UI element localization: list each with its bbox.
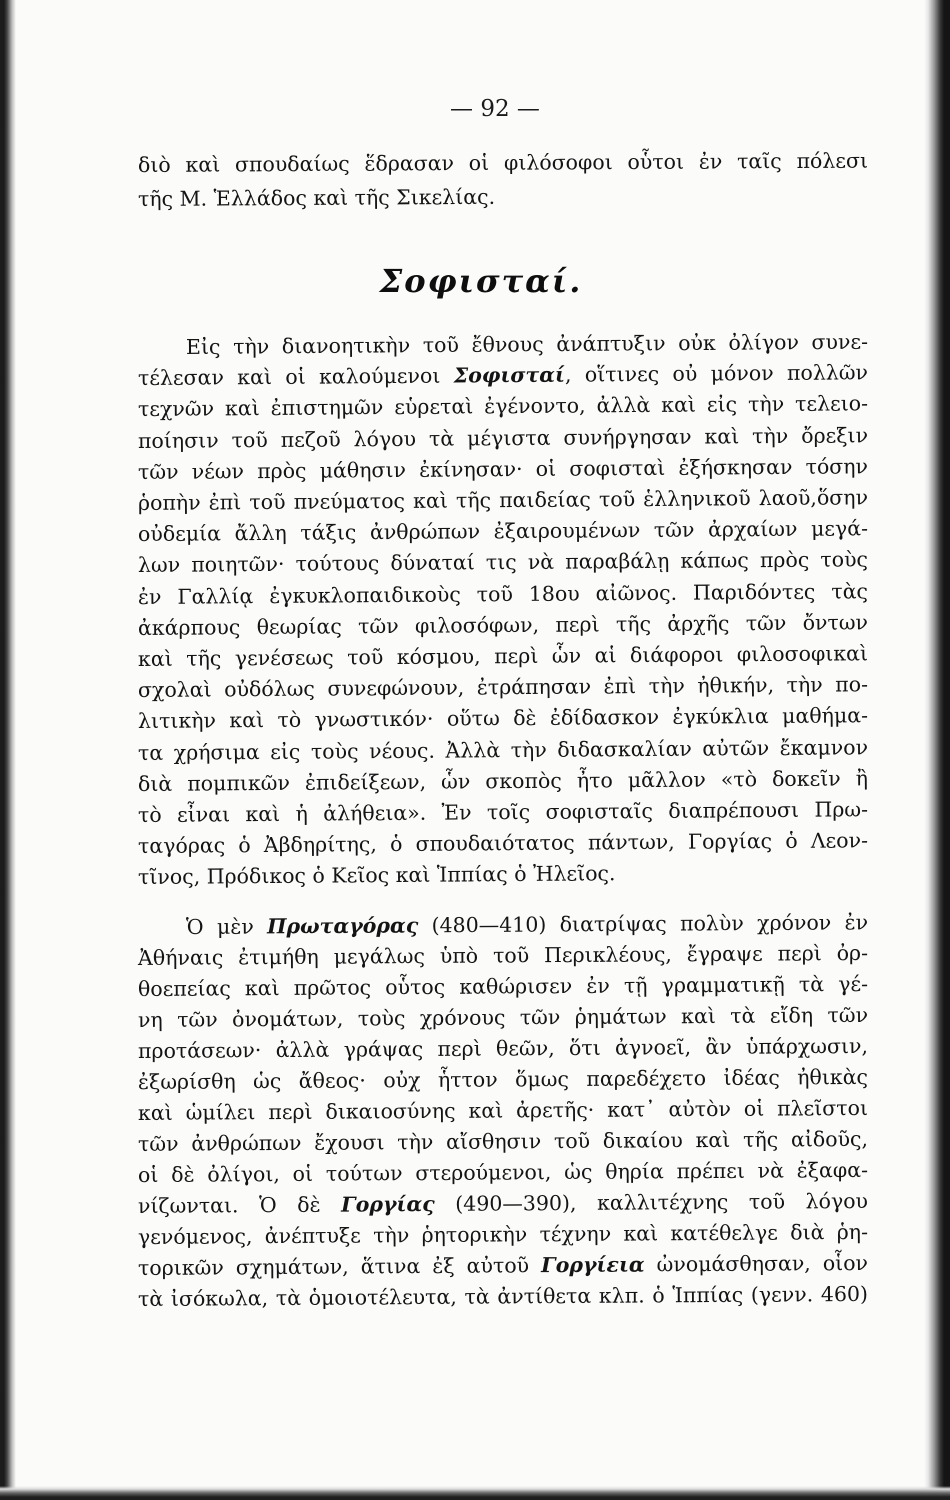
text-line (138, 857, 868, 893)
line-text: θοεπείας καὶ πρῶτος οὗτος καθώρισεν ἐν τῇ γραμματικῇ τὰ γέ- (137, 971, 869, 1001)
text-line (138, 1248, 868, 1283)
text-line (138, 420, 868, 456)
line-text: καὶ ὡμίλει περὶ δικαιοσύνης καὶ ἀρετῆς· κατ᾽ αὐτὸν οἱ πλεῖστοι (137, 1095, 869, 1125)
line-text: Ὁ μὲν (185, 914, 268, 939)
line-text: σχολαὶ οὐδόλως συνεφώνουν, ἐτράπησαν ἐπὶ τὴν ἠθικήν, τὴν πο- (137, 672, 869, 703)
line-text: τῶν ἀνθρώπων ἔχουσι τὴν αἴσθησιν τοῦ δικαίου καὶ τῆς αἰδοῦς, (137, 1126, 869, 1156)
text-line (138, 825, 868, 861)
page-number: — 92 — (450, 96, 540, 122)
line-text: τεχνῶν καὶ ἐπιστημῶν εὑρεταὶ ἐγένοντο, ἀλλὰ καὶ εἰς τὴν τελειο- (137, 391, 869, 422)
text-line (138, 1186, 868, 1221)
text-line (138, 638, 868, 674)
line-text: διὰ πομπικῶν ἐπιδείξεων, ὧν σκοπὸς ἦτο μᾶλλον «τὸ δοκεῖν ἢ (137, 766, 869, 796)
text-line (138, 1279, 868, 1314)
text-line (138, 1217, 868, 1252)
text-line (138, 576, 868, 612)
line-text: ἐξωρίσθη ὡς ἄθεος· οὐχ ἧττον ὅμως παρεδέχετο ἰδέας ἠθικὰς (137, 1064, 869, 1094)
line-text: οὐδεμία ἄλλη τάξις ἀνθρώπων ἐξαιρουμένων τῶν ἀρχαίων μεγά- (137, 516, 869, 547)
emphasized-name: Πρωταγόρας (266, 913, 419, 939)
page-bottom-edge (0, 1486, 950, 1500)
line-text: γενόμενος, ἀνέπτυξε τὴν ῥητορικὴν τέχνην καὶ κατέθελγε διὰ ῥη- (137, 1219, 869, 1249)
line-text: (490—390), καλλιτέχνης τοῦ λόγου (434, 1188, 869, 1216)
line-text: καὶ τῆς γενέσεως τοῦ κόσμου, περὶ ὧν αἱ διάφοροι φιλοσοφικαὶ (137, 641, 869, 671)
text-line (138, 669, 868, 705)
line-text: τὰ ἰσόκωλα, τὰ ὁμοιοτέλευτα, τὰ ἀντίθετα κλπ. ὁ Ἱππίας (γενν. 460) (137, 1281, 869, 1311)
text-line (138, 513, 868, 549)
text-line: τῆς Μ. Ἑλλάδος καὶ τῆς Σικελίας. (137, 184, 496, 211)
text-line (186, 907, 868, 942)
text-line (138, 1031, 868, 1066)
text-line (138, 482, 868, 518)
line-text: ταγόρας ὁ Ἀβδηρίτης, ὁ σπουδαιότατος πάντων, Γοργίας ὁ Λεον- (137, 828, 869, 859)
text-line (138, 357, 868, 393)
line-text: τὸ εἶναι καὶ ἡ ἀλήθεια». Ἐν τοῖς σοφισταῖς διαπρέπουσι Πρω- (137, 797, 869, 827)
text-line (138, 794, 868, 830)
text-line (138, 938, 868, 973)
text-line (138, 451, 868, 487)
text-line (138, 1124, 868, 1159)
page-left-edge (0, 0, 16, 1500)
text-line (138, 732, 868, 768)
line-text: Ἀθήναις ἐτιμήθη μεγάλως ὑπὸ τοῦ Περικλέους, ἔγραψε περὶ ὀρ- (137, 940, 869, 970)
page-right-edge (924, 0, 950, 1500)
emphasized-name: Γοργίεια (541, 1252, 645, 1278)
line-text: νη τῶν ὀνομάτων, τοὺς χρόνους τῶν ῥημάτων καὶ τὰ εἴδη τῶν (137, 1002, 869, 1032)
line-text: οἱ δὲ ὀλίγοι, οἱ τούτων στερούμενοι, ὡς θηρία πρέπει νὰ ἐξαφα- (137, 1157, 869, 1187)
text-line (138, 763, 868, 799)
text-line: διὸ καὶ σπουδαίως ἕδρασαν οἱ φιλόσοφοι οὗτοι ἐν ταῖς πόλεσι (137, 148, 869, 177)
line-text: λων ποιητῶν· τούτους δύναταί τις νὰ παραβάλῃ κάπως πρὸς τοὺς (137, 547, 869, 578)
line-text: τα χρήσιμα εἰς τοὺς νέους. Ἀλλὰ τὴν διδασκαλίαν αὐτῶν ἔκαμνον (137, 734, 869, 765)
text-line (138, 1000, 868, 1035)
line-text: (480—410) διατρίψας πολὺν χρόνον ἐν (418, 910, 869, 938)
line-text: ἐν Γαλλίᾳ ἐγκυκλοπαιδικοὺς τοῦ 18ου αἰῶνος. Παριδόντες τὰς (137, 578, 869, 609)
text-line (138, 1155, 868, 1190)
line-text: , οἵτινες οὐ μόνον πολλῶν (564, 360, 869, 387)
text-line (138, 389, 868, 425)
text-line (138, 545, 868, 581)
line-text: ἀκάρπους θεωρίας τῶν φιλοσόφων, περὶ τῆς ἀρχῆς τῶν ὄντων (137, 610, 869, 640)
emphasized-name: Σοφισταί (453, 362, 566, 388)
line-text: λιτικὴν καὶ τὸ γνωστικόν· οὕτω δὲ ἐδίδασκον ἐγκύκλια μαθήμα- (137, 703, 869, 734)
line-text: ῥοπὴν ἐπὶ τοῦ πνεύματος καὶ τῆς παιδείας τοῦ ἑλληνικοῦ λαοῦ,ὅσην (137, 485, 869, 515)
text-line (186, 327, 868, 362)
text-line (138, 969, 868, 1004)
emphasized-name: Γοργίας (341, 1191, 435, 1217)
text-line (138, 701, 868, 737)
line-text: νίζωνται. Ὁ δὲ (137, 1192, 342, 1218)
text-line (138, 1093, 868, 1128)
line-text: προτάσεων· ἀλλὰ γράψας περὶ θεῶν, ὅτι ἀγνοεῖ, ἂν ὑπάρχωσιν, (137, 1033, 869, 1063)
text-line (138, 1062, 868, 1097)
text-line (138, 607, 868, 643)
line-text: ὠνομάσθησαν, οἷον (644, 1250, 869, 1277)
line-text: ποίησιν τοῦ πεζοῦ λόγου τὰ μέγιστα συνήργησαν καὶ τὴν ὄρεξιν (137, 422, 869, 453)
line-text: τῶν νέων πρὸς μάθησιν ἐκίνησαν· οἱ σοφισταὶ ἐξήσκησαν τόσην (137, 454, 869, 484)
line-text: τέλεσαν καὶ οἱ καλούμενοι (137, 363, 454, 391)
line-text: τῖνος, Πρόδικος ὁ Κεῖος καὶ Ἱππίας ὁ Ἠλεῖος. (137, 861, 616, 890)
line-text: τορικῶν σχημάτων, ἅτινα ἐξ αὐτοῦ (137, 1253, 542, 1280)
line-text: Εἰς τὴν διανοητικὴν τοῦ ἔθνους ἀνάπτυξιν οὐκ ὀλίγον συνε- (185, 329, 869, 359)
section-heading: Σοφισταί. (379, 262, 583, 300)
